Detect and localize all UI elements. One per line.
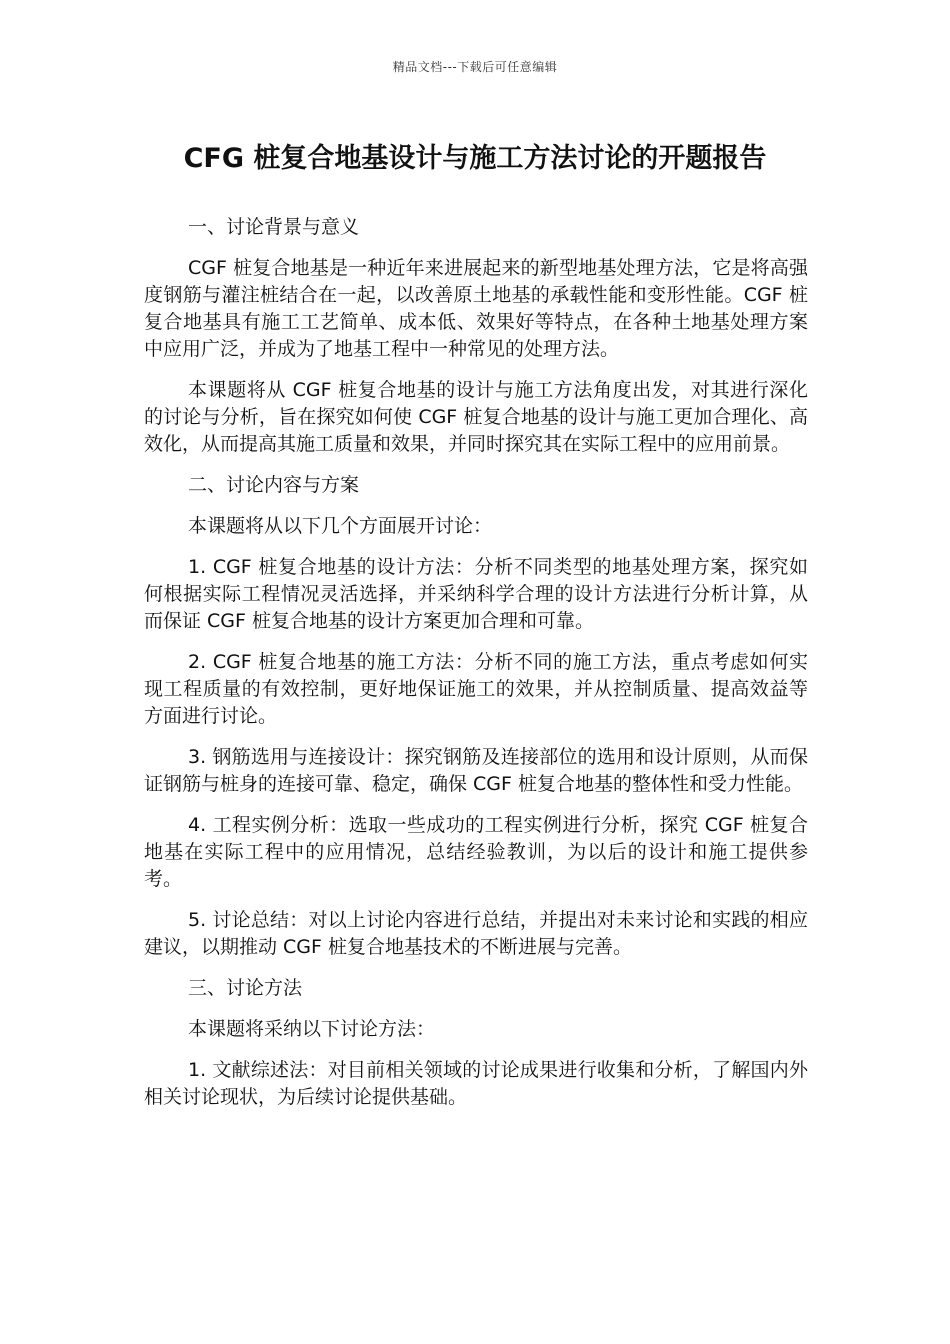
- header-note: 精品文档---下载后可任意编辑: [392, 60, 558, 74]
- section-heading-content: 二、讨论内容与方案: [188, 474, 360, 496]
- list-item: 2. CGF 桩复合地基的施工方法：分析不同的施工方法，重点考虑如何实现工程质量的有效控制，更好地保证施工的效果，并从控制质量、提高效益等方面进行讨论。: [144, 651, 808, 727]
- list-item: 3. 钢筋选用与连接设计：探究钢筋及连接部位的选用和设计原则，从而保证钢筋与桩身的连接可靠、稳定，确保 CGF 桩复合地基的整体性和受力性能。: [144, 746, 808, 795]
- list-item: 1. CGF 桩复合地基的设计方法：分析不同类型的地基处理方案，探究如何根据实际工程情况灵活选择，并采纳科学合理的设计方法进行分析计算，从而保证 CGF 桩复合地基的设计方案更加合理和可靠。: [144, 556, 808, 632]
- paragraph: CGF 桩复合地基是一种近年来进展起来的新型地基处理方法，它是将高强度钢筋与灌注桩结合在一起，以改善原土地基的承载性能和变形性能。CGF 桩复合地基具有施工工艺简单、成本低、效果好等特点，在各种土地基处理方案中应用广泛，并成为了地基工程中一种常见的处理方法。: [144, 257, 808, 360]
- document-title: CFG 桩复合地基设计与施工方法讨论的开题报告: [183, 143, 767, 174]
- paragraph: 本课题将采纳以下讨论方法：: [188, 1018, 436, 1040]
- list-item: 1. 文献综述法：对目前相关领域的讨论成果进行收集和分析，了解国内外相关讨论现状，为后续讨论提供基础。: [144, 1059, 808, 1108]
- paragraph: 本课题将从 CGF 桩复合地基的设计与施工方法角度出发，对其进行深化的讨论与分析，旨在探究如何使 CGF 桩复合地基的设计与施工更加合理化、高效化，从而提高其施工质量和效果，并同时探究其在实际工程中的应用前景。: [144, 379, 808, 455]
- paragraph: 本课题将从以下几个方面展开讨论：: [188, 515, 493, 537]
- list-item: 5. 讨论总结：对以上讨论内容进行总结，并提出对未来讨论和实践的相应建议，以期推动 CGF 桩复合地基技术的不断进展与完善。: [144, 909, 808, 958]
- section-heading-background: 一、讨论背景与意义: [188, 216, 360, 238]
- section-heading-methods: 三、讨论方法: [188, 977, 303, 999]
- document-body: [144, 214, 808, 1125]
- list-item: 4. 工程实例分析：选取一些成功的工程实例进行分析，探究 CGF 桩复合地基在实际工程中的应用情况，总结经验教训，为以后的设计和施工提供参考。: [144, 814, 808, 890]
